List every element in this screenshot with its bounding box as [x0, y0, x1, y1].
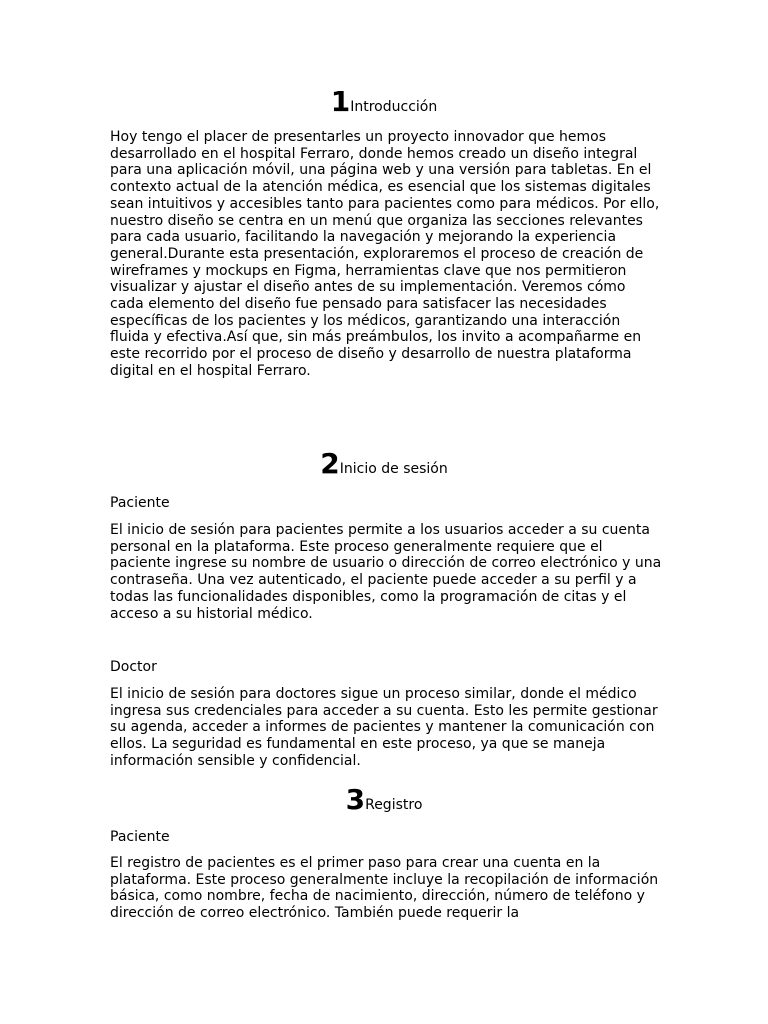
subsection-paragraph-paciente: El registro de pacientes es el primer paso para crear una cuenta en la plataforma. Este proceso generalmente incluye la recopilación de información básica, como nombre, fecha de nacimiento, dirección, número de teléfono y dirección de correo electrónico. También puede requerir la — [110, 855, 659, 922]
section-number: 1 — [330, 85, 351, 118]
section-title: Introducción — [350, 99, 438, 115]
section-1-heading — [0, 85, 768, 118]
subsection-label-paciente: Paciente — [110, 495, 170, 511]
section-number: 3 — [345, 783, 366, 816]
section-1-paragraph: Hoy tengo el placer de presentarles un proyecto innovador que hemos desarrollado en el hospital Ferraro, donde hemos creado un diseño integral para una aplicación móvil, una página web y una versión para tabletas. En el contexto actual de la atención médica, es esencial que los sistemas digitales sean intuitivos y accesibles tanto para pacientes como para médicos. Por ello, nuestro diseño se centra en un menú que organiza las secciones relevantes para cada usuario, facilitando la navegación y mejorando la experiencia general.Durante esta presentación, exploraremos el proceso de creación de wireframes y mockups en Figma, herramientas clave que nos permitieron visualizar y ajustar el diseño antes de su implementación. Veremos cómo cada elemento del diseño fue pensado para satisfacer las necesidades específicas de los pacientes y los médicos, garantizando una interacción fluida y efectiva.Así que, sin más preámbulos, los invito a acompañarme en este recorrido por el proceso de diseño y desarrollo de nuestra plataforma digital en el hospital Ferraro. — [110, 129, 660, 379]
section-3-heading — [0, 783, 768, 816]
subsection-paragraph-doctor: El inicio de sesión para doctores sigue un proceso similar, donde el médico ingresa sus credenciales para acceder a su cuenta. Esto les permite gestionar su agenda, acceder a informes de pacientes y mantener la comunicación con ellos. La seguridad es fundamental en este proceso, ya que se maneja información sensible y confidencial. — [110, 686, 658, 769]
subsection-label-paciente: Paciente — [110, 829, 170, 845]
subsection-label-doctor: Doctor — [110, 659, 157, 675]
subsection-paragraph-paciente: El inicio de sesión para pacientes permite a los usuarios acceder a su cuenta personal en la plataforma. Este proceso generalmente requiere que el paciente ingrese su nombre de usuario o dirección de correo electrónico y una contraseña. Una vez autenticado, el paciente puede acceder a su perfil y a todas las funcionalidades disponibles, como la programación de citas y el acceso a su historial médico. — [110, 522, 662, 622]
section-title: Inicio de sesión — [339, 461, 448, 477]
section-number: 2 — [320, 447, 340, 480]
section-title: Registro — [365, 797, 423, 813]
section-2-heading — [0, 447, 768, 480]
